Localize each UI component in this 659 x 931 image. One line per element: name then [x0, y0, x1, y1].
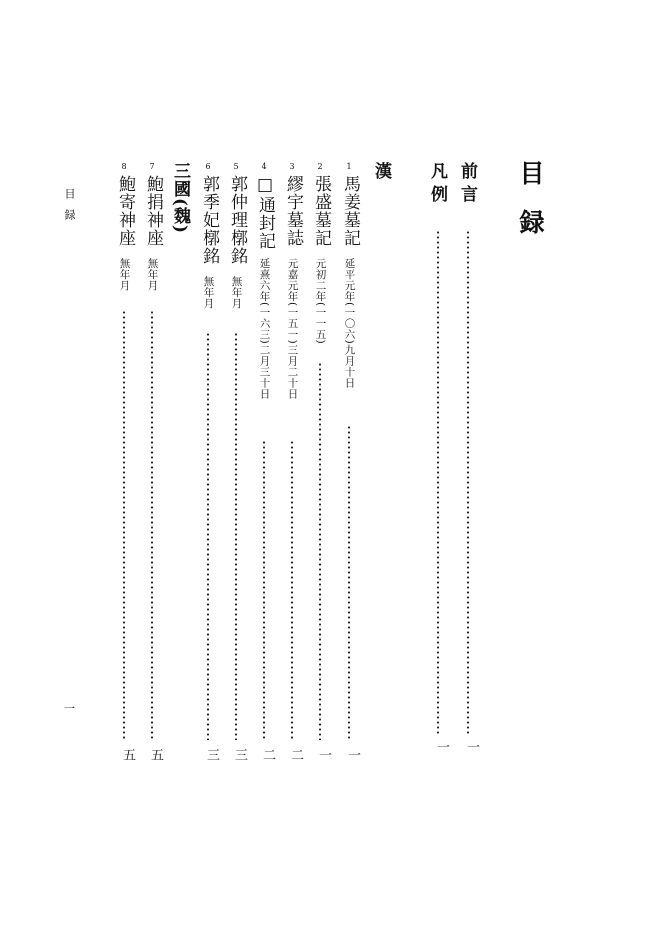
toc-entry-date: 無年月	[230, 276, 243, 309]
leader-dots	[290, 440, 294, 740]
leader-dots	[436, 230, 440, 735]
page-number: 五	[148, 748, 163, 761]
page-number: 二	[260, 748, 275, 761]
front-matter-conventions[interactable]: 凡例	[427, 162, 447, 208]
front-matter-preface[interactable]: 前言	[457, 162, 477, 208]
toc-entry-date: 元初二年(一一五)	[314, 258, 327, 345]
entry-number: 6	[205, 162, 211, 171]
leader-dots	[347, 425, 351, 740]
toc-entry-date: 無年月	[146, 258, 159, 291]
folio-page-number: 一	[64, 702, 75, 715]
leader-dots	[262, 440, 266, 740]
toc-entry-title[interactable]: 繆宇墓誌	[283, 175, 303, 247]
toc-entry-date: 延平元年(一〇六)九月十日	[343, 258, 356, 389]
toc-entry-date: 元嘉元年(一五一)三月二十日	[286, 258, 299, 400]
toc-entry-title[interactable]: □通封記	[255, 175, 275, 250]
entry-number: 7	[149, 162, 155, 171]
page-number: 一	[434, 740, 449, 753]
leader-dots	[234, 332, 238, 740]
toc-entry-title[interactable]: 鮑捐神座	[143, 175, 163, 247]
toc-entry-date: 無年月	[202, 276, 215, 309]
entry-number: 4	[261, 162, 267, 171]
leader-dots	[318, 362, 322, 740]
entry-number: 8	[121, 162, 127, 171]
toc-entry-title[interactable]: 馬姜墓記	[340, 175, 360, 247]
toc-entry-title[interactable]: 郭仲理槨銘	[227, 175, 247, 265]
section-heading-han: 漢	[371, 162, 391, 185]
page-number: 五	[120, 748, 135, 761]
page-number: 三	[204, 748, 219, 761]
page-number: 一	[316, 748, 331, 761]
page-number: 一	[464, 740, 479, 753]
toc-entry-title[interactable]: 鮑寄神座	[115, 175, 135, 247]
leader-dots	[122, 310, 126, 740]
toc-entry-title[interactable]: 郭季妃槨銘	[199, 175, 219, 265]
page-number: 二	[288, 748, 303, 761]
page-title: 目録	[516, 160, 545, 258]
leader-dots	[466, 230, 470, 735]
page-number: 三	[232, 748, 247, 761]
leader-dots	[206, 332, 210, 740]
page-number: 一	[345, 748, 360, 761]
toc-entry-title[interactable]: 張盛墓記	[311, 175, 331, 247]
leader-dots	[150, 310, 154, 740]
toc-entry-date: 無年月	[118, 258, 131, 291]
entry-number: 2	[317, 162, 323, 171]
section-heading-three-kingdoms-wei: 三國(魏)	[170, 162, 190, 235]
entry-number: 3	[289, 162, 295, 171]
entry-number: 1	[346, 162, 352, 171]
entry-number: 5	[233, 162, 239, 171]
toc-entry-date: 延熹六年(一六三)二月三十日	[258, 258, 271, 400]
running-head: 目録	[63, 188, 76, 230]
